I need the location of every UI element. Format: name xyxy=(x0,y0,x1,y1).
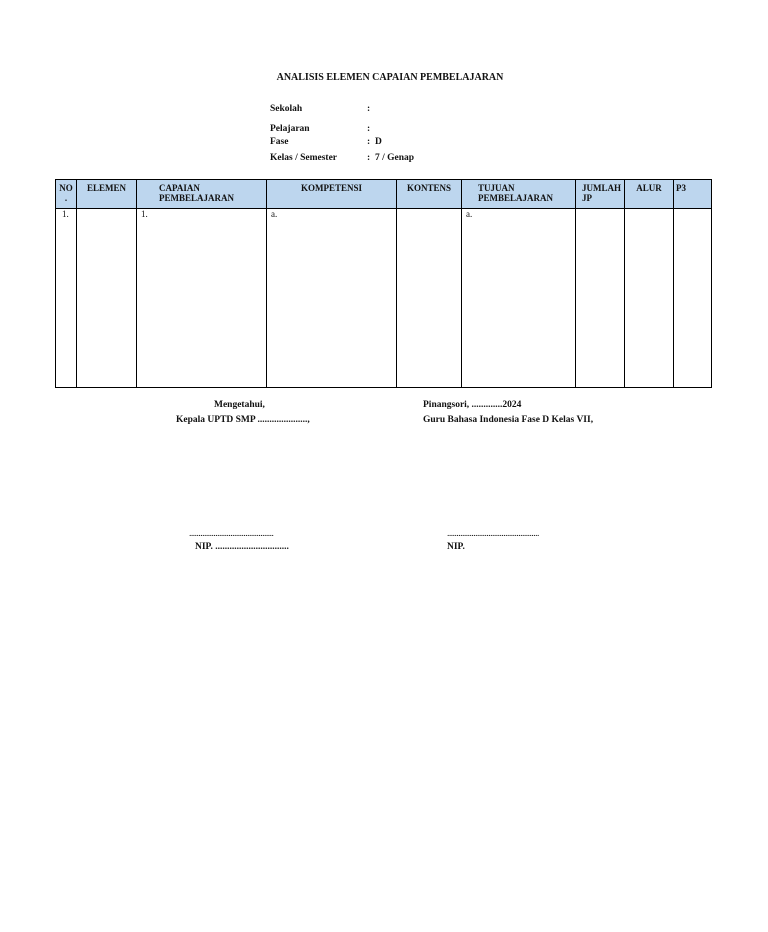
header-tujuan-pembelajaran: TUJUAN PEMBELAJARAN xyxy=(462,180,576,209)
left-signature-greeting: Mengetahui, xyxy=(214,400,265,410)
cell-kompetensi: a. xyxy=(267,209,397,388)
table-row xyxy=(56,209,712,388)
right-signature-line: ................................................. xyxy=(447,529,539,539)
right-signature-place-date: Pinangsori, .............2024 xyxy=(423,400,522,410)
cell-tujuan-pembelajaran: a. xyxy=(462,209,576,388)
cell-no: 1. xyxy=(56,209,77,388)
header-kontens: KONTENS xyxy=(397,180,462,209)
header-elemen: ELEMEN xyxy=(77,180,137,209)
cell-kontens xyxy=(397,209,462,388)
table-header-row xyxy=(56,180,712,209)
info-colon: : xyxy=(367,104,371,114)
left-signature-role: Kepala UPTD SMP ....................., xyxy=(176,415,310,425)
info-colon: : xyxy=(367,153,371,163)
header-capaian-pembelajaran: CAPAIAN PEMBELAJARAN xyxy=(137,180,267,209)
cell-elemen xyxy=(77,209,137,388)
cell-capaian-pembelajaran: 1. xyxy=(137,209,267,388)
left-signature-line: ............................................. xyxy=(189,529,274,539)
header-p3: P3 xyxy=(674,180,712,209)
right-signature-nip: NIP. xyxy=(447,542,465,552)
info-label: Kelas / Semester xyxy=(270,153,338,163)
info-label: Fase xyxy=(270,137,289,147)
info-value: D xyxy=(375,137,382,147)
cell-jumlah-jp xyxy=(576,209,625,388)
cell-alur xyxy=(625,209,674,388)
document-title: ANALISIS ELEMEN CAPAIAN PEMBELAJARAN xyxy=(276,72,504,83)
header-kompetensi: KOMPETENSI xyxy=(267,180,397,209)
right-signature-role: Guru Bahasa Indonesia Fase D Kelas VII, xyxy=(423,415,594,425)
header-alur: ALUR xyxy=(625,180,674,209)
cell-p3 xyxy=(674,209,712,388)
info-colon: : xyxy=(367,124,371,134)
info-colon: : xyxy=(367,137,371,147)
info-label: Sekolah xyxy=(270,104,303,114)
header-jumlah-jp: JUMLAH JP xyxy=(576,180,625,209)
info-label: Pelajaran xyxy=(270,124,310,134)
header-no: NO . xyxy=(56,180,77,209)
left-signature-nip: NIP. ............................... xyxy=(195,542,289,552)
info-value: 7 / Genap xyxy=(375,153,415,163)
analysis-table xyxy=(55,179,712,388)
